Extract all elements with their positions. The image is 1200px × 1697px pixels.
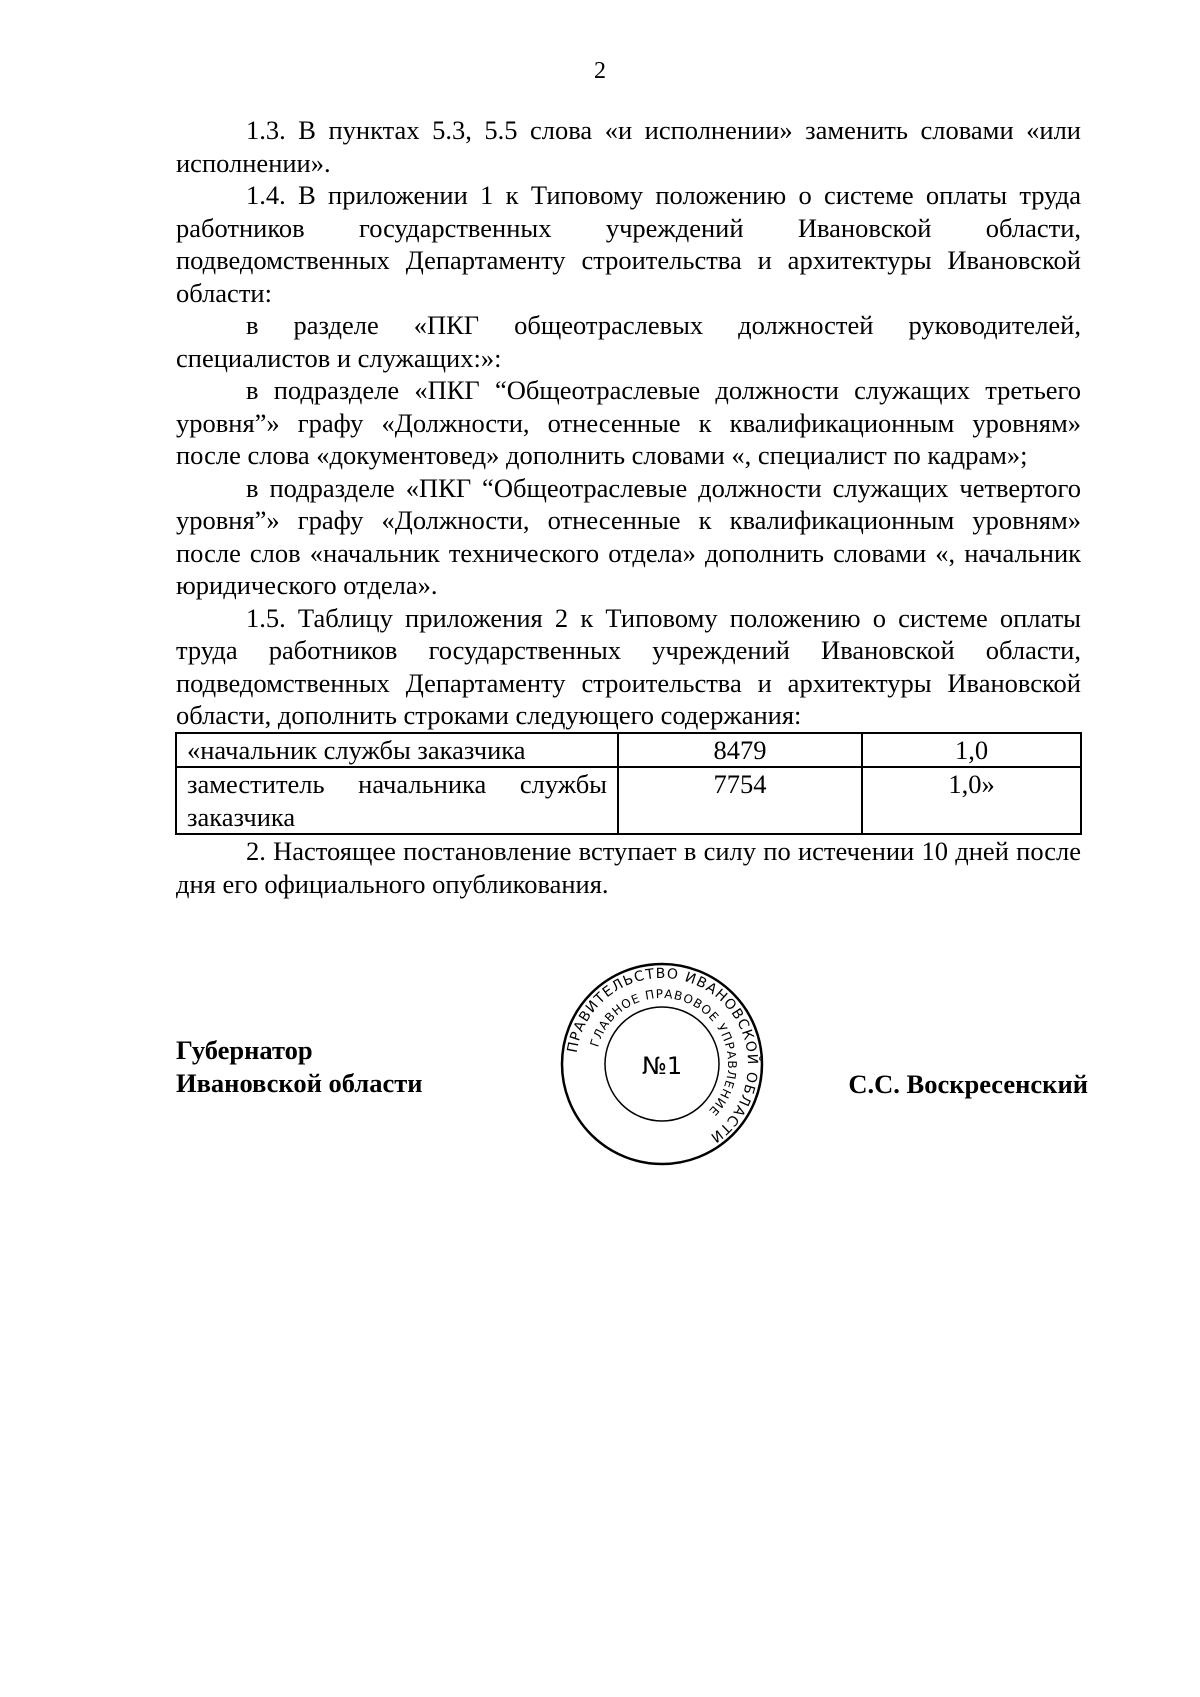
- paragraph-1-5: 1.5. Таблицу приложения 2 к Типовому положению о системе оплаты труда работников государственных учреждений Ивановской области, подведомственных Департаменту строительства и архитектуры Ивановской области, дополнить строками следующего содержания:: [176, 602, 1081, 730]
- seal-center-text: №1: [641, 1052, 683, 1080]
- table-cell-salary: 7754: [618, 767, 862, 834]
- salary-table: [175, 732, 1082, 836]
- page-number: 2: [594, 58, 606, 84]
- signatory-title: [176, 1034, 423, 1100]
- paragraph-1-4: 1.4. В приложении 1 к Типовому положению о системе оплаты труда работников государственных учреждений Ивановской области, подведомственных Департаменту строительства и архитектуры Ивановской области:: [176, 180, 1081, 308]
- paragraph-2: 2. Настоящее постановление вступает в силу по истечении 10 дней после дня его официального опубликования.: [176, 836, 1081, 899]
- paragraph-section: в разделе «ПКГ общеотраслевых должностей руководителей, специалистов и служащих:»:: [176, 310, 1081, 373]
- document-body: [176, 114, 1081, 900]
- signatory-title-line: Губернатор: [176, 1035, 313, 1065]
- paragraph-subsection-3: в подразделе «ПКГ “Общеотраслевые должности служащих третьего уровня”» графу «Должности, отнесенные к квалификационным уровням» после слова «документовед» дополнить словами «, специалист по кадрам»;: [176, 375, 1081, 470]
- table-cell-coefficient: 1,0: [862, 733, 1081, 768]
- table-cell-salary: 8479: [618, 733, 862, 768]
- table-row: [176, 767, 1081, 834]
- paragraph-1-3: 1.3. В пунктах 5.3, 5.5 слова «и исполнении» заменить словами «или исполнении».: [176, 115, 1081, 178]
- table-row: [176, 733, 1081, 768]
- seal-inner-text: ГЛАВНОЕ ПРАВОВОЕ УПРАВЛЕНИЕ: [587, 986, 740, 1119]
- table-cell-position: заместитель начальника службы заказчика: [176, 767, 618, 834]
- signatory-name: С.С. Воскресенский: [848, 1069, 1088, 1099]
- paragraph-subsection-4: в подразделе «ПКГ “Общеотраслевые должности служащих четвертого уровня”» графу «Должности, отнесенные к квалификационным уровням» после слов «начальник технического отдела» дополнить словами «, начальник юридического отдела».: [176, 472, 1081, 600]
- seal-outer-text: ПРАВИТЕЛЬСТВО ИВАНОВСКОЙ ОБЛАСТИ: [564, 965, 761, 1146]
- table-cell-position: «начальник службы заказчика: [176, 733, 618, 768]
- signature-block: [176, 1030, 1088, 1170]
- table-cell-coefficient: 1,0»: [862, 767, 1081, 834]
- signatory-title-line: Ивановской области: [176, 1068, 423, 1098]
